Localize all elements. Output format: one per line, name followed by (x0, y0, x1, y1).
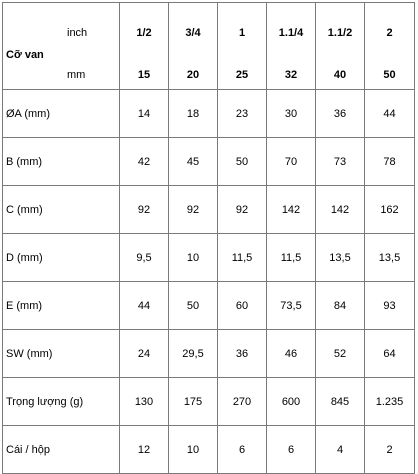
valve-size-label: Cỡ van (6, 49, 44, 61)
inch-unit-label: inch (67, 27, 88, 39)
table-row (3, 282, 415, 330)
value-cell: 42 (120, 138, 169, 186)
size-header-cell (218, 3, 267, 90)
value-cell: 92 (218, 186, 267, 234)
size-mm: 20 (186, 69, 200, 81)
value-cell: 12 (120, 426, 169, 474)
value-cell: 10 (169, 234, 218, 282)
value-cell: 14 (120, 90, 169, 138)
value-cell: 73 (316, 138, 365, 186)
row-label: C (mm) (3, 186, 120, 234)
size-mm: 15 (137, 69, 151, 81)
size-mm: 40 (333, 69, 347, 81)
value-cell: 9,5 (120, 234, 169, 282)
size-header-cell (316, 3, 365, 90)
value-cell: 60 (218, 282, 267, 330)
value-cell: 24 (120, 330, 169, 378)
row-label: ØA (mm) (3, 90, 120, 138)
value-cell: 11,5 (267, 234, 316, 282)
value-cell: 4 (316, 426, 365, 474)
header-row (3, 3, 415, 90)
value-cell: 44 (120, 282, 169, 330)
size-mm: 32 (284, 69, 298, 81)
value-cell: 73,5 (267, 282, 316, 330)
size-inch: 3/4 (185, 27, 201, 39)
value-cell: 23 (218, 90, 267, 138)
value-cell: 30 (267, 90, 316, 138)
value-cell: 2 (365, 426, 415, 474)
value-cell: 600 (267, 378, 316, 426)
value-cell: 36 (218, 330, 267, 378)
size-inch: 2 (386, 27, 393, 39)
table-row (3, 426, 415, 474)
value-cell: 18 (169, 90, 218, 138)
table-row (3, 330, 415, 378)
value-cell: 64 (365, 330, 415, 378)
value-cell: 11,5 (218, 234, 267, 282)
value-cell: 52 (316, 330, 365, 378)
value-cell: 84 (316, 282, 365, 330)
value-cell: 162 (365, 186, 415, 234)
row-label: B (mm) (3, 138, 120, 186)
value-cell: 44 (365, 90, 415, 138)
value-cell: 92 (120, 186, 169, 234)
value-cell: 6 (218, 426, 267, 474)
size-inch: 1 (238, 27, 246, 39)
table-row (3, 138, 415, 186)
value-cell: 92 (169, 186, 218, 234)
table-row (3, 378, 415, 426)
value-cell: 175 (169, 378, 218, 426)
valve-spec-table (2, 2, 415, 474)
size-inch: 1.1/4 (278, 27, 304, 39)
row-label: D (mm) (3, 234, 120, 282)
value-cell: 93 (365, 282, 415, 330)
value-cell: 13,5 (316, 234, 365, 282)
row-label: Cái / hộp (3, 426, 120, 474)
value-cell: 270 (218, 378, 267, 426)
size-mm: 50 (383, 69, 396, 81)
value-cell: 46 (267, 330, 316, 378)
value-cell: 36 (316, 90, 365, 138)
value-cell: 50 (218, 138, 267, 186)
row-label: E (mm) (3, 282, 120, 330)
value-cell: 70 (267, 138, 316, 186)
row-label: SW (mm) (3, 330, 120, 378)
value-cell: 78 (365, 138, 415, 186)
size-header-cell (365, 3, 415, 90)
value-cell: 50 (169, 282, 218, 330)
value-cell: 45 (169, 138, 218, 186)
size-header-cell (267, 3, 316, 90)
table-row (3, 186, 415, 234)
row-label: Trọng lượng (g) (3, 378, 120, 426)
value-cell: 6 (267, 426, 316, 474)
size-header-cell (169, 3, 218, 90)
value-cell: 130 (120, 378, 169, 426)
size-mm: 25 (235, 69, 249, 81)
size-inch: 1/2 (136, 27, 152, 39)
table-row (3, 90, 415, 138)
mm-unit-label: mm (67, 69, 86, 81)
value-cell: 142 (316, 186, 365, 234)
value-cell: 13,5 (365, 234, 415, 282)
value-cell: 1.235 (365, 378, 415, 426)
value-cell: 142 (267, 186, 316, 234)
size-inch: 1.1/2 (327, 27, 353, 39)
value-cell: 845 (316, 378, 365, 426)
size-header-cell (120, 3, 169, 90)
value-cell: 29,5 (169, 330, 218, 378)
table-row (3, 234, 415, 282)
value-cell: 10 (169, 426, 218, 474)
header-corner-cell (3, 3, 120, 90)
